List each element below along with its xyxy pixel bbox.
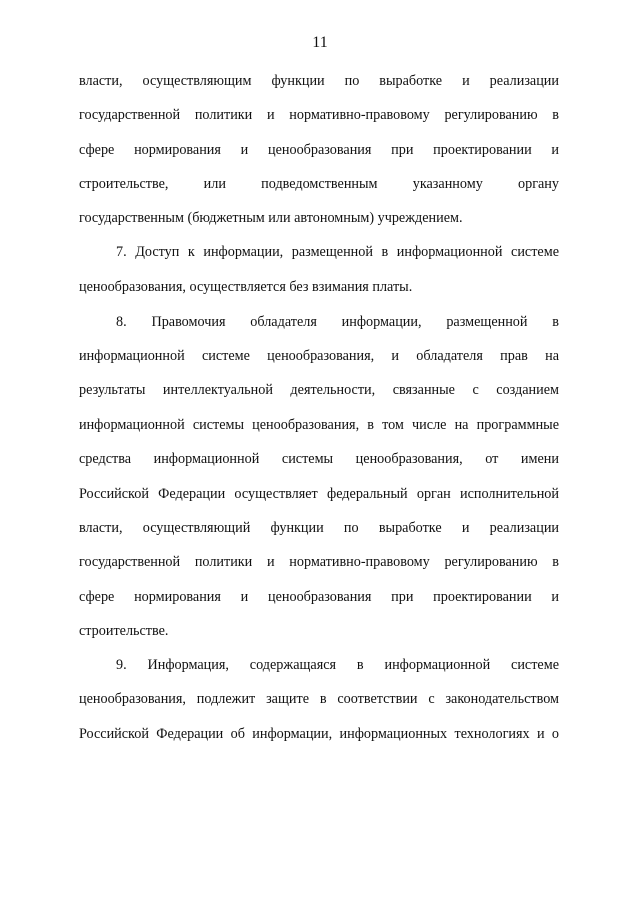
- text-line: Российской Федерации осуществляет федеральный орган исполнительной: [79, 486, 559, 502]
- text-line: государственной политики и нормативно-правовому регулированию в: [79, 107, 559, 123]
- text-line: государственным (бюджетным или автономным) учреждением.: [79, 210, 463, 226]
- paragraph-8-first-line: 8. Правомочия обладателя информации, размещенной в: [116, 314, 559, 330]
- text-line: ценообразования, осуществляется без взимания платы.: [79, 279, 413, 295]
- text-line: строительстве, или подведомственным указанному органу: [79, 176, 559, 192]
- text-line: власти, осуществляющий функции по выработке и реализации: [79, 520, 559, 536]
- text-line: информационной системы ценообразования, в том числе на программные: [79, 417, 559, 433]
- text-line: государственной политики и нормативно-правовому регулированию в: [79, 554, 559, 570]
- text-line: сфере нормирования и ценообразования при проектировании и: [79, 589, 559, 605]
- text-line: Российской Федерации об информации, информационных технологиях и о: [79, 726, 559, 742]
- text-line: строительстве.: [79, 623, 169, 639]
- text-line: сфере нормирования и ценообразования при проектировании и: [79, 142, 559, 158]
- text-line: средства информационной системы ценообразования, от имени: [79, 451, 559, 467]
- text-line: власти, осуществляющим функции по выработке и реализации: [79, 73, 559, 89]
- page-number: 11: [312, 34, 328, 51]
- text-line: информационной системе ценообразования, и обладателя прав на: [79, 348, 559, 364]
- text-line: результаты интеллектуальной деятельности, связанные с созданием: [79, 382, 559, 398]
- paragraph-7-first-line: 7. Доступ к информации, размещенной в информационной системе: [116, 244, 559, 260]
- paragraph-9-first-line: 9. Информация, содержащаяся в информационной системе: [116, 657, 559, 673]
- text-line: ценообразования, подлежит защите в соответствии с законодательством: [79, 691, 559, 707]
